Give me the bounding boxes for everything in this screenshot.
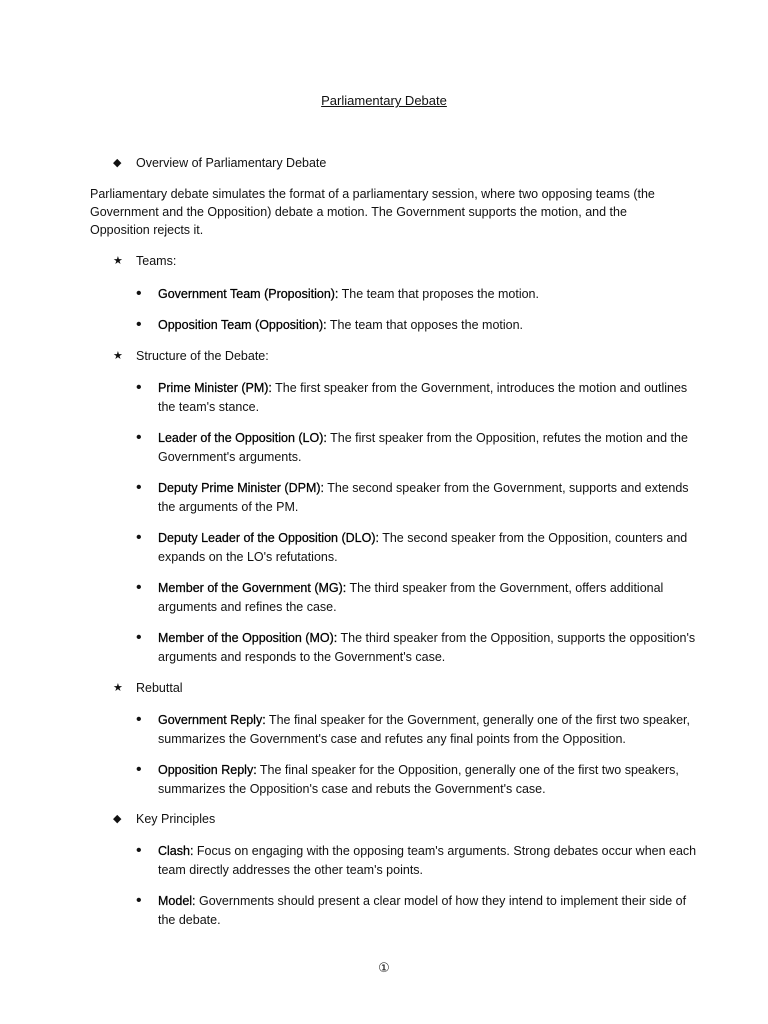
item-text: Governments should present a clear model of how they intend to implement their side of the debate. bbox=[158, 894, 687, 927]
item-label: Model: bbox=[158, 894, 196, 908]
overview-paragraph: Parliamentary debate simulates the format of a parliamentary session, where two opposing teams (the Government and the Opposition) debate a motion. The Government supports the motion, and the Opposition rejects it. bbox=[90, 187, 655, 237]
list-item bbox=[158, 842, 698, 879]
dot-bullet-icon: • bbox=[136, 761, 142, 778]
star-bullet-icon: ★ bbox=[113, 350, 123, 362]
item-label: Prime Minister (PM): bbox=[158, 381, 272, 395]
list-item bbox=[158, 379, 698, 416]
item-text: Focus on engaging with the opposing team's arguments. Strong debates occur when each team directly addresses the other team's points. bbox=[158, 844, 697, 877]
list-item bbox=[158, 285, 698, 304]
list-item bbox=[158, 316, 698, 335]
page-number: ① bbox=[378, 960, 390, 975]
dot-bullet-icon: • bbox=[136, 892, 142, 909]
list-item bbox=[158, 711, 698, 748]
star-bullet-icon: ★ bbox=[113, 255, 123, 267]
dot-bullet-icon: • bbox=[136, 429, 142, 446]
item-label: Government Team (Proposition): bbox=[158, 287, 339, 301]
overview-heading: Overview of Parliamentary Debate bbox=[136, 156, 327, 170]
dot-bullet-icon: • bbox=[136, 579, 142, 596]
item-label: Government Reply: bbox=[158, 713, 266, 727]
item-label: Deputy Leader of the Opposition (DLO): bbox=[158, 531, 379, 545]
item-label: Opposition Reply: bbox=[158, 763, 257, 777]
item-text: The first speaker from the Government, introduces the motion and outlines the team's stance. bbox=[158, 381, 688, 414]
item-text: The second speaker from the Government, supports and extends the arguments of the PM. bbox=[158, 481, 689, 514]
dot-bullet-icon: • bbox=[136, 285, 142, 302]
rebuttal-heading: Rebuttal bbox=[136, 681, 183, 695]
item-label: Member of the Opposition (MO): bbox=[158, 631, 338, 645]
item-text: The team that proposes the motion. bbox=[338, 287, 539, 301]
dot-bullet-icon: • bbox=[136, 842, 142, 859]
item-text: The final speaker for the Opposition, generally one of the first two speakers, summarizes the Opposition's case and rebuts the Government's case. bbox=[158, 763, 679, 796]
item-text: The second speaker from the Opposition, counters and expands on the LO's refutations. bbox=[158, 531, 688, 564]
diamond-bullet-icon: ◆ bbox=[113, 813, 122, 825]
list-item bbox=[158, 429, 698, 466]
item-text: The third speaker from the Government, offers additional arguments and refines the case. bbox=[158, 581, 664, 614]
list-item bbox=[158, 892, 698, 929]
teams-heading: Teams: bbox=[136, 254, 177, 268]
item-label: Deputy Prime Minister (DPM): bbox=[158, 481, 324, 495]
star-bullet-icon: ★ bbox=[113, 682, 123, 694]
principles-heading: Key Principles bbox=[136, 812, 216, 826]
item-label: Clash: bbox=[158, 844, 194, 858]
item-text: The team that opposes the motion. bbox=[326, 318, 524, 332]
structure-heading: Structure of the Debate: bbox=[136, 349, 269, 363]
dot-bullet-icon: • bbox=[136, 316, 142, 333]
item-label: Leader of the Opposition (LO): bbox=[158, 431, 327, 445]
dot-bullet-icon: • bbox=[136, 479, 142, 496]
list-item bbox=[158, 479, 698, 516]
item-label: Opposition Team (Opposition): bbox=[158, 318, 327, 332]
item-text: The final speaker for the Government, generally one of the first two speaker, summarizes the Government's case and refutes any final points from the Opposition. bbox=[158, 713, 690, 746]
dot-bullet-icon: • bbox=[136, 379, 142, 396]
list-item bbox=[158, 629, 698, 666]
item-text: The first speaker from the Opposition, refutes the motion and the Government's arguments. bbox=[158, 431, 688, 464]
item-text: The third speaker from the Opposition, supports the opposition's arguments and responds to the Government's case. bbox=[158, 631, 696, 664]
list-item bbox=[158, 579, 698, 616]
list-item bbox=[158, 761, 698, 798]
list-item bbox=[158, 529, 698, 566]
dot-bullet-icon: • bbox=[136, 529, 142, 546]
dot-bullet-icon: • bbox=[136, 629, 142, 646]
document-title: Parliamentary Debate bbox=[321, 93, 447, 108]
dot-bullet-icon: • bbox=[136, 711, 142, 728]
item-label: Member of the Government (MG): bbox=[158, 581, 347, 595]
diamond-bullet-icon: ◆ bbox=[113, 157, 122, 169]
